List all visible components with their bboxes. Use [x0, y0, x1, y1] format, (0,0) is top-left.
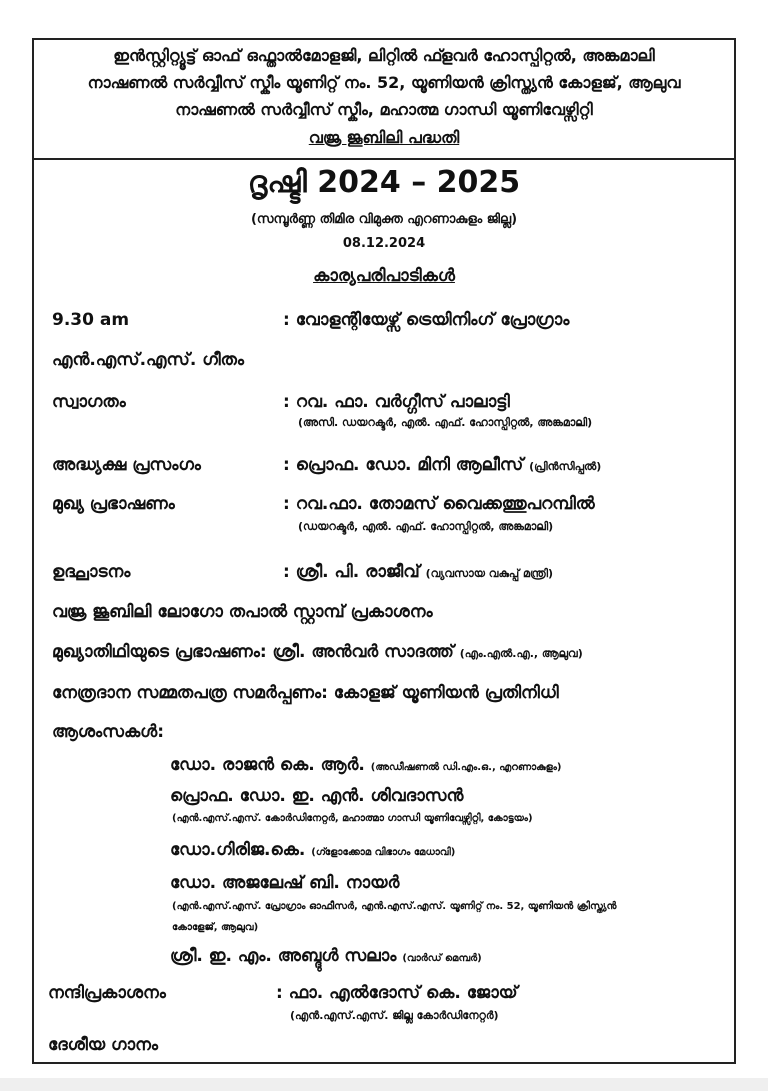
welcome-note: (അസി. ഡയറക്ടർ, എൽ. എഫ്. ഹോസ്പിറ്റൽ, അങ്കമാലി)	[298, 416, 593, 429]
inauguration-value: : ശ്രീ. പി. രാജീവ്	[283, 562, 420, 582]
vote-of-thanks-note: (എൻ.എസ്.എസ്. ജില്ല കോർഡിനേറ്റർ)	[290, 1009, 499, 1022]
felicitation-3	[170, 840, 455, 860]
presidential-value: : പ്രൊഫ. ഡോ. മിനി ആലീസ്	[283, 455, 524, 475]
vote-of-thanks-value: : ഫാ. എൽദോസ് കെ. ജോയ്	[276, 983, 518, 1003]
page-subtitle: (സമ്പൂർണ്ണ തിമിര വിമുക്ത എറണാകുളം ജില്ല)	[250, 212, 518, 227]
welcome-label: സ്വാഗതം	[52, 392, 126, 412]
felicitation-2-note: (എൻ.എസ്.എസ്. കോർഡിനേറ്റർ, മഹാത്മാ ഗാന്ധി യൂണിവേഴ്സിറ്റി, കോട്ടയം)	[172, 813, 533, 824]
chief-guest-note: (എം.എൽ.എ., ആലുവ)	[459, 647, 583, 660]
nss-song: എൻ.എസ്.എസ്. ഗീതം	[52, 350, 245, 370]
presidential-note: (പ്രിൻസിപ്പൽ)	[529, 460, 602, 473]
event-date: 08.12.2024	[342, 236, 426, 251]
felicitation-1-name: ഡോ. രാജൻ കെ. ആർ.	[170, 755, 365, 775]
felicitation-3-note: (ഗ്ളോക്കോമ വിഭാഗം മേധാവി)	[311, 847, 456, 858]
header-university: നാഷണൽ സർവ്വീസ് സ്കീം, മഹാത്മ ഗാന്ധി യൂണിവേഴ്സിറ്റി	[175, 100, 593, 119]
felicitation-4-note-line2: കോളേജ്, ആലുവ)	[172, 922, 259, 933]
page-bottom-margin	[0, 1078, 768, 1091]
felicitation-5-note: (വാർഡ് മെമ്പർ)	[402, 953, 482, 964]
inauguration-line	[283, 562, 553, 582]
felicitation-4-note-line1: (എൻ.എസ്.എസ്. പ്രോഗ്രാം ഓഫീസർ, എൻ.എസ്.എസ്. യൂണിറ്റ് നം. 52, യൂണിയൻ ക്രിസ്ത്യൻ	[172, 901, 617, 912]
felicitation-5-name: ശ്രീ. ഇ. എം. അബ്ദുൾ സലാം	[170, 946, 397, 966]
chief-guest-text: മുഖ്യാതിഥിയുടെ പ്രഭാഷണം: ശ്രീ. അൻവർ സാദത്ത്	[52, 642, 454, 662]
felicitations-label: ആശംസകൾ:	[52, 722, 165, 742]
felicitation-1	[170, 755, 562, 775]
felicitation-4-name: ഡോ. അജലേഷ് ബി. നായർ	[170, 873, 400, 893]
national-anthem: ദേശീയ ഗാനം	[48, 1035, 159, 1055]
presidential-label: അദ്ധ്യക്ഷ പ്രസംഗം	[52, 455, 201, 475]
felicitation-5	[170, 946, 482, 966]
felicitation-1-note: (അഡീഷണൽ ഡി.എം.ഒ., എറണാകുളം)	[370, 762, 562, 773]
welcome-value: : റവ. ഫാ. വർഗ്ഗീസ് പാലാട്ടി	[283, 392, 510, 412]
inauguration-label: ഉദ്ഘാടനം	[52, 562, 131, 582]
header-project: വജ്ര ജൂബിലി പദ്ധതി	[308, 128, 460, 147]
time-value: : വോളന്റിയേഴ്സ് ട്രെയിനിംഗ് പ്രോഗ്രാം	[283, 310, 570, 330]
keynote-label: മുഖ്യ പ്രഭാഷണം	[52, 494, 175, 514]
header-nss-unit: നാഷണൽ സർവ്വീസ് സ്കീം യൂണിറ്റ് നം. 52, യൂണിയൻ ക്രിസ്ത്യൻ കോളജ്, ആലുവ	[87, 73, 681, 92]
logo-stamp-release: വജ്ര ജൂബിലി ലോഗോ തപാൽ സ്റ്റാമ്പ് പ്രകാശനം	[52, 602, 433, 622]
felicitation-3-name: ഡോ.ഗിരിജ.കെ.	[170, 840, 306, 860]
presidential-line	[283, 455, 601, 475]
eye-donation-consent: നേത്രദാന സമ്മതപത്ര സമർപ്പണം: കോളജ് യൂണിയൻ പ്രതിനിധി	[52, 683, 559, 703]
chief-guest-line	[52, 642, 583, 662]
page-title: ദൃഷ്ടി 2024 – 2025	[247, 165, 521, 200]
programme-heading: കാര്യപരിപാടികൾ	[313, 266, 455, 286]
keynote-value: : റവ.ഫാ. തോമസ് വൈക്കത്തുപറമ്പിൽ	[283, 494, 595, 514]
vote-of-thanks-label: നന്ദിപ്രകാശനം	[48, 983, 166, 1003]
header-divider	[34, 158, 734, 160]
time-label: 9.30 am	[52, 310, 130, 330]
felicitation-2-name: പ്രൊഫ. ഡോ. ഇ. എൻ. ശിവദാസൻ	[170, 786, 464, 806]
keynote-note: (ഡയറക്ടർ, എൽ. എഫ്. ഹോസ്പിറ്റൽ, അങ്കമാലി)	[298, 520, 554, 533]
inauguration-note: (വ്യവസായ വകുപ്പ് മന്ത്രി)	[425, 567, 554, 580]
header-institute: ഇൻസ്റ്റിറ്റ്യൂട്ട് ഓഫ് ഒഫ്താൽമോളജി, ലിറ്റിൽ ഫ്ളവർ ഹോസ്പിറ്റൽ, അങ്കമാലി	[113, 46, 655, 65]
